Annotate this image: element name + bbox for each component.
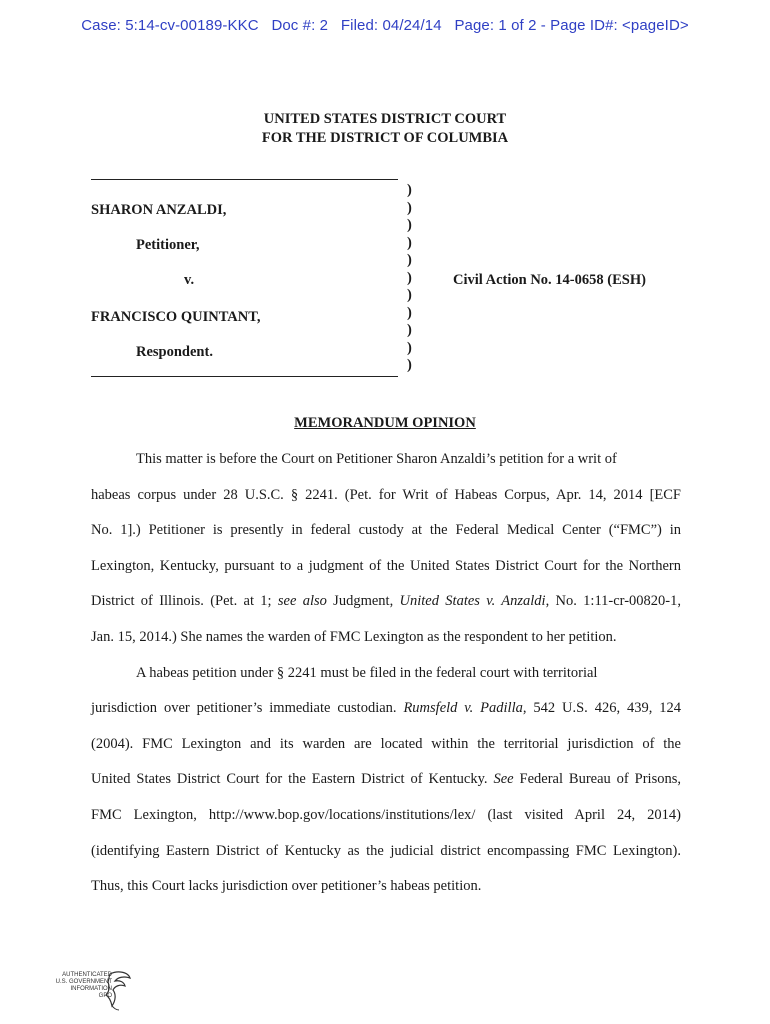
body-line: Jan. 15, 2014.) She names the warden of FMC Lexington as the respondent to her petition.: [91, 628, 617, 645]
court-heading: [0, 110, 770, 148]
signal-italic: See: [493, 771, 514, 788]
text-run: jurisdiction over petitioner’s immediate custodian.: [91, 700, 404, 717]
eagle-icon: [104, 970, 132, 1012]
body-line: FMC Lexington, http://www.bop.gov/locations/institutions/lex/ (last visited April 24, 2014): [91, 806, 681, 823]
respondent-name: FRANCISCO QUINTANT,: [91, 309, 261, 325]
body-line: (2004). FMC Lexington and its warden are located within the territorial jurisdiction of the: [91, 735, 681, 752]
body-line: This matter is before the Court on Petitioner Sharon Anzaldi’s petition for a writ of: [136, 451, 617, 467]
document-title: MEMORANDUM OPINION: [294, 415, 476, 431]
body-line: Lexington, Kentucky, pursuant to a judgment of the United States District Court for the Northern: [91, 557, 681, 574]
paren: ): [407, 287, 412, 303]
opinion-body: [91, 451, 681, 914]
case-header: Case: 5:14-cv-00189-KKC Doc #: 2 Filed: 04/24/14 Page: 1 of 2 - Page ID#: <pageID>: [81, 17, 689, 34]
court-district: FOR THE DISTRICT OF COLUMBIA: [261, 130, 509, 146]
text-run: , 542 U.S. 426, 439, 124: [522, 700, 681, 717]
body-line: Thus, this Court lacks jurisdiction over petitioner’s habeas petition.: [91, 878, 482, 895]
seal-text: AUTHENTICATED U.S. GOVERNMENT INFORMATION GPO: [55, 972, 112, 999]
caption-bottom-rule: [91, 376, 398, 377]
body-line: habeas corpus under 28 U.S.C. § 2241. (Pet. for Writ of Habeas Corpus, Apr. 14, 2014 [ECF: [91, 486, 681, 503]
text-run: District of Illinois. (Pet. at 1;: [91, 593, 278, 610]
case-name-italic: United States v. Anzaldi: [399, 593, 546, 610]
body-line: [91, 593, 681, 629]
paren: ): [407, 217, 412, 233]
civil-action-number: Civil Action No. 14-0658 (ESH): [453, 272, 646, 288]
body-line: [91, 771, 681, 807]
petitioner-role: Petitioner,: [136, 237, 200, 253]
signal-italic: see also: [277, 593, 327, 610]
paren: ): [407, 322, 412, 338]
caption-top-rule: [91, 179, 398, 180]
paren: ): [407, 199, 412, 216]
court-name: UNITED STATES DISTRICT COURT: [263, 111, 507, 127]
body-line: No. 1].) Petitioner is presently in federal custody at the Federal Medical Center (“FMC”) in: [91, 522, 681, 539]
paren: ): [407, 234, 412, 251]
paren: ): [407, 182, 412, 198]
paren: ): [407, 357, 412, 373]
text-run: Federal Bureau of Prisons,: [513, 771, 681, 788]
paren: ): [407, 269, 412, 286]
text-run: Judgment,: [326, 593, 400, 610]
case-name-italic: Rumsfeld v. Padilla: [403, 700, 523, 717]
versus-label: v.: [184, 272, 195, 288]
body-line: (identifying Eastern District of Kentucky as the judicial district encompassing FMC Lexington).: [91, 842, 681, 859]
paren: ): [407, 304, 412, 321]
respondent-role: Respondent.: [136, 344, 213, 360]
paren: ): [407, 339, 412, 356]
gpo-authentication-seal: [42, 970, 132, 1012]
paren: ): [407, 252, 412, 268]
text-run: United States District Court for the Eastern District of Kentucky.: [91, 771, 494, 788]
body-line: [91, 700, 681, 736]
petitioner-name: SHARON ANZALDI,: [91, 202, 227, 218]
caption-parentheses: [407, 182, 412, 375]
body-line: A habeas petition under § 2241 must be filed in the federal court with territorial: [136, 664, 598, 681]
text-run: , No. 1:11-cr-00820-1,: [545, 593, 681, 610]
